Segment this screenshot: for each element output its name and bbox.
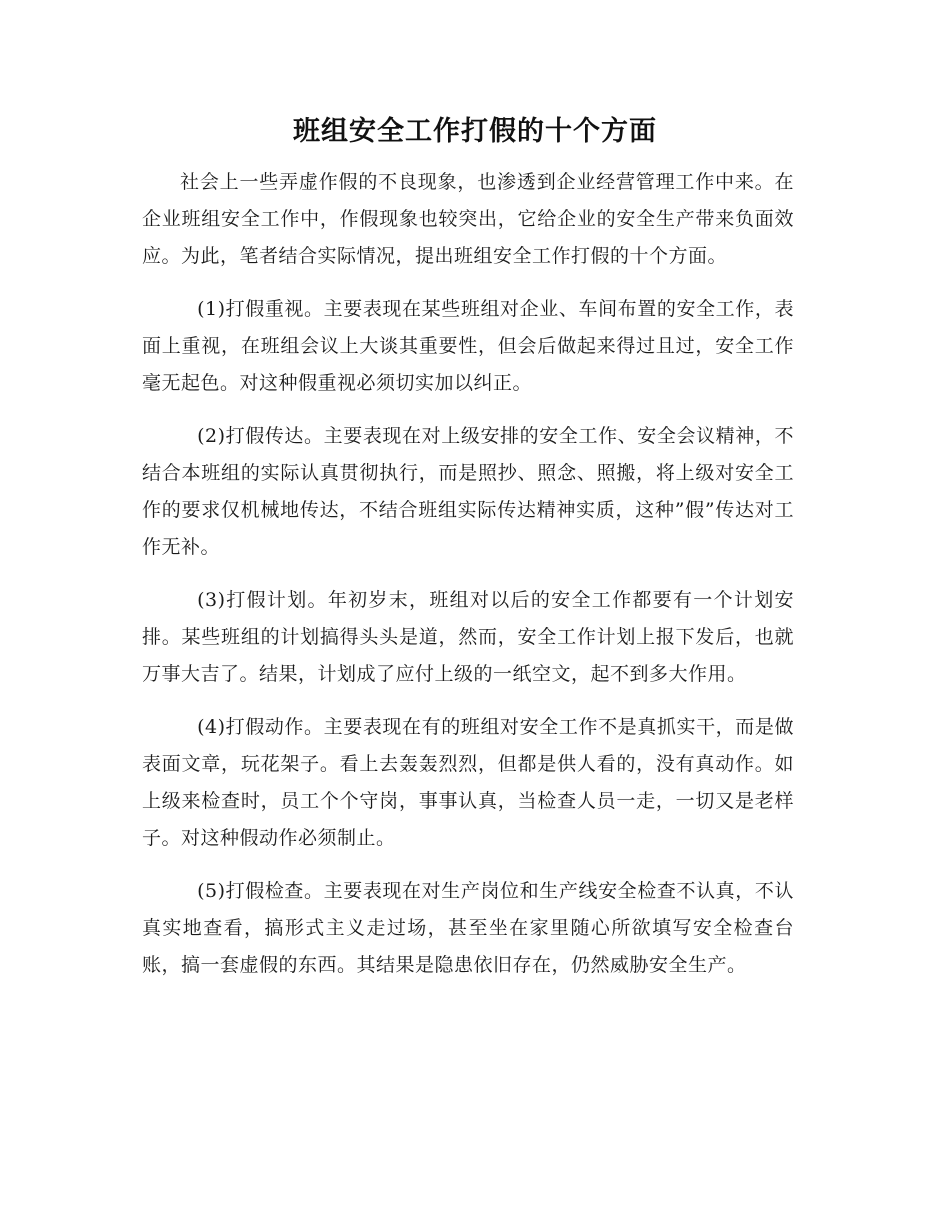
document-title: 班组安全工作打假的十个方面 (293, 116, 657, 147)
item-paragraph-1: (1)打假重视。主要表现在某些班组对企业、车间布置的安全工作，表面上重视，在班组会议上大谈其重要性，但会后做起来得过且过，安全工作毫无起色。对这种假重视必须切实加以纠正。 (142, 298, 794, 394)
item-paragraph-4: (4)打假动作。主要表现在有的班组对安全工作不是真抓实干，而是做表面文章，玩花架子。看上去轰轰烈烈，但都是供人看的，没有真动作。如上级来检查时，员工个个守岗，事事认真，当检查人员一走，一切又是老样子。对这种假动作必须制止。 (142, 716, 794, 849)
intro-paragraph: 社会上一些弄虚作假的不良现象，也渗透到企业经营管理工作中来。在企业班组安全工作中，作假现象也较突出，它给企业的安全生产带来负面效应。为此，笔者结合实际情况，提出班组安全工作打假的十个方面。 (142, 171, 794, 267)
document-body (142, 164, 794, 1000)
item-paragraph-2: (2)打假传达。主要表现在对上级安排的安全工作、安全会议精神，不结合本班组的实际认真贯彻执行，而是照抄、照念、照搬，将上级对安全工作的要求仅机械地传达，不结合班组实际传达精神实质，这种”假”传达对工作无补。 (142, 425, 794, 558)
item-paragraph-3: (3)打假计划。年初岁末，班组对以后的安全工作都要有一个计划安排。某些班组的计划搞得头头是道，然而，安全工作计划上报下发后，也就万事大吉了。结果，计划成了应付上级的一纸空文，起不到多大作用。 (142, 589, 794, 685)
item-paragraph-5: (5)打假检查。主要表现在对生产岗位和生产线安全检查不认真，不认真实地查看，搞形式主义走过场，甚至坐在家里随心所欲填写安全检查台账，搞一套虚假的东西。其结果是隐患依旧存在，仍然威胁安全生产。 (142, 880, 794, 976)
